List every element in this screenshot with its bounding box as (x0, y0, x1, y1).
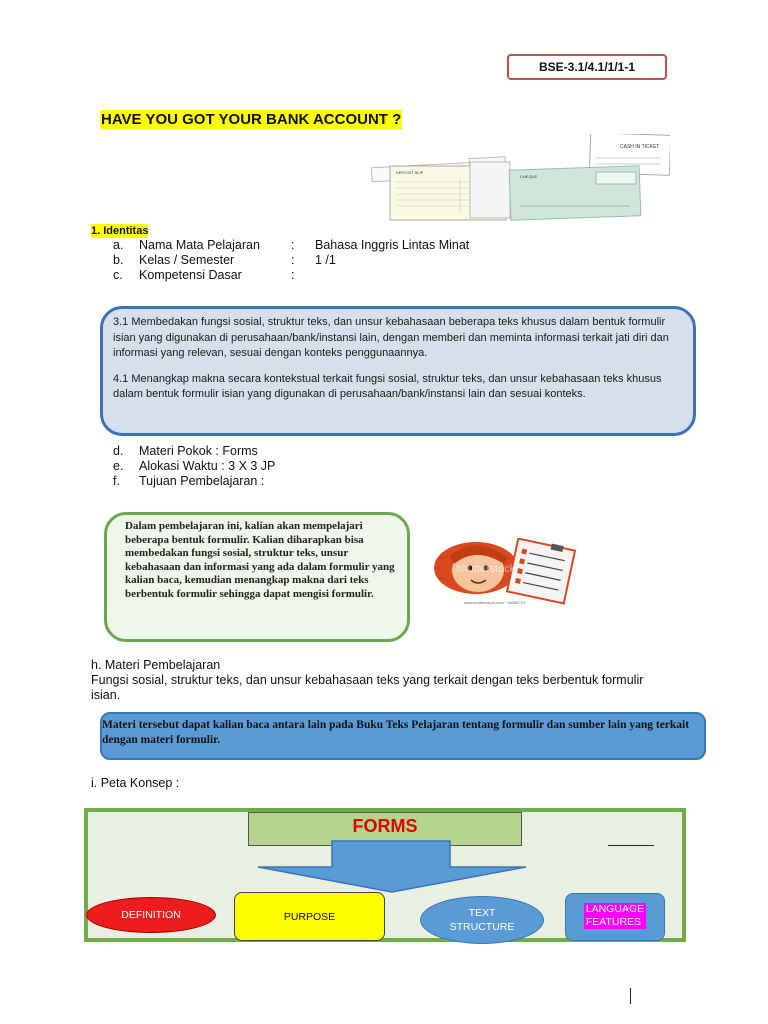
down-arrow (250, 840, 540, 894)
text-cursor-mark (630, 988, 631, 1004)
identitas-row-e: e. Alokasi Waktu : 3 X 3 JP (113, 459, 276, 473)
identitas-row-c: c. Kompetensi Dasar : (113, 268, 295, 282)
text-structure-node (420, 896, 544, 944)
identitas-row-a: a. Nama Mata Pelajaran : Bahasa Inggris Lintas Minat (113, 238, 470, 252)
identitas-row-b: b. Kelas / Semester : 1 /1 (113, 253, 336, 267)
document-code: BSE-3.1/4.1/1/1-1 (507, 54, 667, 80)
identitas-list-2 (113, 444, 275, 489)
kompetensi-dasar-box (100, 306, 696, 436)
illustration-caption: www.shutterstock.com · 96458713 (464, 600, 526, 605)
page-title: HAVE YOU GOT YOUR BANK ACCOUNT ? (101, 111, 402, 128)
slip3-label: CHEQUE (520, 174, 538, 179)
materi-text: Fungsi sosial, struktur teks, dan unsur kebahasaan teks yang terkait dengan teks berbentuk formulir isian. (91, 673, 644, 702)
kd-4-1: 4.1 Menangkap makna secara kontekstual terkait fungsi sosial, struktur teks, dan unsur kebahasaan teks khusus dalam bentuk formulir isian yang digunakan di perusahaan/bank/instansi lain dan sesuai konteks. (113, 372, 662, 400)
materi-note-box: Materi tersebut dapat kalian baca antara lain pada Buku Teks Pelajaran tentang formulir dan sumber lain yang terkait dengan materi formulir. (100, 712, 706, 760)
identitas-row-f: f. Tujuan Pembelajaran : (113, 474, 265, 488)
bank-forms-image (370, 134, 670, 224)
definition-node: DEFINITION (86, 897, 216, 933)
materi-heading: h. Materi Pembelajaran (91, 658, 221, 672)
forms-node: FORMS (248, 812, 522, 846)
tujuan-pembelajaran-box: Dalam pembelajaran ini, kalian akan mempelajari beberapa bentuk formulir. Kalian diharapkan bisa membedakan fungsi sosial, struktur teks, unsur kebahasaan dan informasi yang ada dalam formulir yang kalian baca, kemudian menangkap makna dari teks berbentuk formulir sehingga dapat mengisi formulir. (104, 512, 410, 642)
language-features-node (565, 893, 665, 941)
slip2-label: DEPOSIT SLIP (396, 170, 424, 175)
short-line (608, 845, 654, 846)
text-structure-line1: TEXT (468, 907, 496, 919)
purpose-node: PURPOSE (234, 892, 385, 941)
slip1-label: CASH IN TICKET (620, 144, 660, 150)
illustration-watermark: shutterstock (456, 563, 516, 575)
peta-konsep-heading: i. Peta Konsep : (91, 776, 180, 790)
text-structure-line2: STRUCTURE (449, 921, 515, 933)
language-features-label: LANGUAGE FEATURES (585, 903, 645, 928)
identitas-row-d: d. Materi Pokok : Forms (113, 444, 258, 458)
section-identitas-heading: 1. Identitas (91, 225, 149, 237)
kd-3-1: 3.1 Membedakan fungsi sosial, struktur teks, dan unsur kebahasaan beberapa teks khusus dalam bentuk formulir isian yang digunakan di perusahaan/bank/instansi lain, dengan memberi dan meminta informasi terkait jati diri dan informasi yang relevan, sesuai dengan konteks penggunaannya. (113, 316, 669, 359)
identitas-list (113, 238, 469, 283)
student-form-illustration (416, 538, 596, 608)
